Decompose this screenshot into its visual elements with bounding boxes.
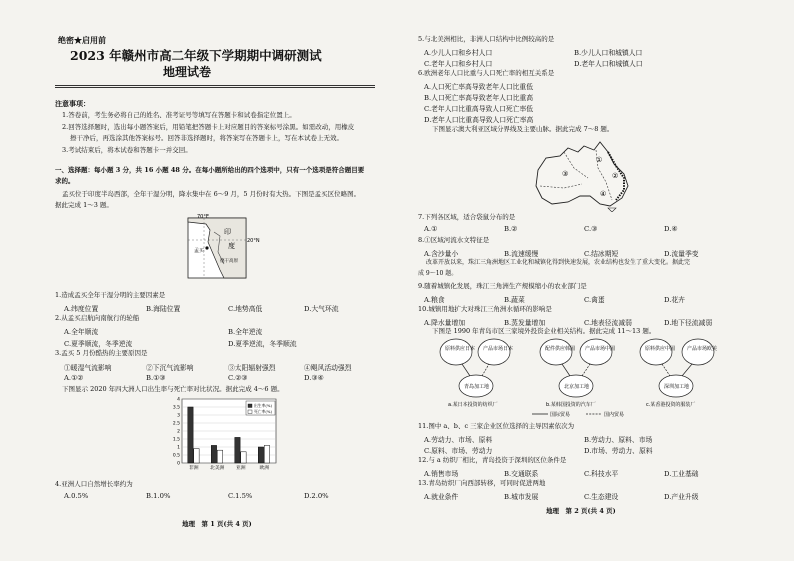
q11-option-c[interactable]: C.原料、市场、劳动力: [424, 447, 493, 455]
section1-intro: 一、选择题：每小题 3 分，共 16 小题 48 分。在每小题所给出的四个选项中，只有一个选项是符合题目要: [55, 166, 365, 174]
q13-option-b[interactable]: B.城市发展: [504, 493, 539, 501]
context-q1-3b: 据此完成 1～3 题。: [55, 201, 113, 209]
flow-a-market: 产品市场日本: [483, 346, 514, 352]
chart-ytick-label: 0: [177, 461, 180, 467]
q8-option-b[interactable]: B.流速缓慢: [504, 250, 539, 258]
chart-xtick-label: 欧洲: [259, 466, 270, 471]
q13-stem: 13.青岛纺织厂向西部转移，可同时促进两地: [418, 479, 546, 487]
title-rule: [55, 85, 375, 86]
flow-c-supply: 原料供应中国: [645, 346, 676, 352]
map1-lat: 20°N: [247, 238, 260, 244]
page-1: [0, 0, 395, 561]
q12-option-c[interactable]: C.科技水平: [584, 470, 619, 478]
q12-option-a[interactable]: A.销售市场: [424, 470, 459, 478]
chart-bar: [241, 452, 246, 463]
q9-option-c[interactable]: C.禽蛋: [584, 296, 605, 304]
section1-intro-2: 求的。: [55, 177, 75, 185]
chart-bar: [235, 437, 240, 463]
q5-option-b[interactable]: B.少儿人口和城镇人口: [574, 49, 643, 57]
title-rule-2: [55, 87, 375, 88]
map2-label-2: ②: [612, 172, 619, 180]
map1-plateau: 德干高原: [220, 259, 238, 264]
q6-option-d[interactable]: D.老年人口比重高导致人口死亡率高: [424, 116, 534, 124]
q3-option-d[interactable]: D.③④: [304, 374, 324, 382]
chart-legend-swatch: [248, 404, 252, 408]
q5-option-a[interactable]: A.少儿人口和乡村人口: [424, 49, 493, 57]
q1-stem: 1.造成孟买全年干湿分明的主要因素是: [55, 291, 166, 299]
q4-option-c[interactable]: C.1.5%: [228, 492, 253, 500]
q12-option-b[interactable]: B.交通联系: [504, 470, 539, 478]
q7-option-c[interactable]: C.③: [584, 225, 598, 233]
q7-option-a[interactable]: A.①: [424, 225, 438, 233]
flow-group-c: [640, 339, 717, 408]
q1-option-a[interactable]: A.纬度位置: [64, 305, 99, 313]
note-2b: 擦干净后，再选涂其他答案标号。回答非选择题时，将答案写在答题卡上，写在本试卷上无效。: [70, 134, 343, 142]
q3-option-c[interactable]: C.②③: [228, 374, 248, 382]
chart-ytick-label: 3.5: [172, 405, 180, 411]
map2-label-4: ④: [600, 190, 607, 198]
flow-intro: 下图是 1990 年青岛市区三家境外投资企业相关结构。据此完成 11～13 题。: [432, 327, 656, 335]
chart-ytick-label: 2: [177, 429, 180, 435]
q11-stem: 11.图中 a、b、c 三家企业区位选择的主导因素依次为: [418, 422, 575, 430]
map2-label-3: ③: [562, 170, 569, 178]
q9-stem: 9.随着城镇化发展，珠江三角洲生产规模缩小的农业部门是: [418, 282, 587, 290]
chart-bar: [194, 449, 199, 463]
chart-ytick-label: 4: [177, 397, 180, 403]
flow-b-supply: 配件供应韩国: [545, 346, 576, 352]
context-q9-10b: 成 9～10 题。: [418, 270, 458, 277]
mumbai-map: [180, 212, 260, 284]
flow-b-caption: b.某韩国投资的汽车厂: [546, 402, 596, 408]
q11-option-b[interactable]: B.劳动力、原料、市场: [584, 436, 653, 444]
q10-option-c[interactable]: C.地表径流减弱: [584, 319, 632, 327]
flow-legend-international: 国际贸易: [550, 412, 571, 418]
q10-option-a[interactable]: A.降水量增加: [424, 319, 466, 327]
q4-option-b[interactable]: B.1.0%: [146, 492, 171, 500]
secret-label: 绝密★启用前: [58, 35, 106, 45]
map1-place-1: 印: [224, 228, 231, 236]
q4-stem: 4.亚洲人口自然增长率约为: [55, 480, 133, 488]
flow-c-caption: c.某香港投资的服装厂: [646, 402, 696, 408]
q6-option-c[interactable]: C.老年人口比重高导致人口死亡率低: [424, 105, 534, 113]
flow-group-b: [540, 339, 615, 408]
q3-sub-1: ①暖湿气流影响: [64, 364, 112, 372]
q8-option-d[interactable]: D.流量季变: [664, 250, 699, 258]
q7-option-b[interactable]: B.②: [504, 225, 518, 233]
note-3: 3.考试结束后，将本试卷和答题卡一并交回。: [62, 146, 192, 154]
q7-stem: 7.下列各区域，适合袋鼠分布的是: [418, 213, 516, 221]
chart-xtick-label: 非洲: [188, 466, 199, 471]
q11-option-a[interactable]: A.劳动力、市场、原料: [424, 436, 493, 444]
flow-c-market: 产品市场欧美: [687, 346, 718, 352]
q7-option-d[interactable]: D.④: [664, 225, 678, 233]
flow-b-market: 产品市场中国: [585, 346, 616, 352]
q5-option-d[interactable]: D.老年人口和城镇人口: [574, 60, 643, 68]
q5-option-c[interactable]: C.老年人口和乡村人口: [424, 60, 493, 68]
australia-map: [524, 138, 636, 212]
q6-option-a[interactable]: A.人口死亡率高导致老年人口比重低: [424, 83, 534, 91]
q2-option-c[interactable]: C.夏季顺流，冬季逆流: [64, 340, 133, 348]
map2-intro: 下图显示澳大利亚区域分界线及主要山脉。据此完成 7～8 题。: [432, 125, 614, 133]
chart-xtick-label: 亚洲: [235, 466, 246, 471]
chart-bar: [211, 445, 216, 463]
chart-intro: 下图显示 2020 年四大洲人口出生率与死亡率对比状况。据此完成 4～6 题。: [62, 385, 284, 393]
chart-ytick-label: 3: [177, 413, 180, 419]
q13-option-d[interactable]: D.产业升级: [664, 493, 699, 501]
q11-option-d[interactable]: D.市场、劳动力、原料: [584, 447, 653, 455]
flow-legend-domestic: 国内贸易: [604, 412, 625, 418]
footer-page-2: 地理 第 2 页(共 4 页): [546, 507, 616, 515]
q3-sub-2: ②下沉气流影响: [146, 364, 194, 372]
chart-bar: [217, 450, 222, 463]
exam-title: 2023 年赣州市高二年级下学期期中调研测试: [70, 48, 322, 63]
q4-option-d[interactable]: D.2.0%: [304, 492, 329, 500]
q9-option-a[interactable]: A.粮食: [424, 296, 445, 304]
note-1: 1.答卷前，考生务必将自己的姓名、准考证号等填写在答题卡和试卷指定位置上。: [62, 111, 296, 119]
enterprise-flow-diagram: [436, 338, 736, 418]
map1-city: 孟买: [194, 248, 205, 254]
q2-option-b[interactable]: B.全年逆流: [228, 328, 263, 336]
notes-heading: 注意事项：: [55, 99, 90, 108]
q5-stem: 5.与北美洲相比，非洲人口结构中比例较高的是: [418, 35, 555, 43]
context-q1-3: 孟买位于印度半岛西部，全年干湿分明，降水集中在 6～9 月，5 月份时有大热。下图是孟买区位略图。: [62, 190, 361, 198]
q10-option-d[interactable]: D.地下径流减弱: [664, 319, 713, 327]
chart-ytick-label: 2.5: [172, 421, 180, 427]
q6-stem: 6.欧洲老年人口比重与人口死亡率的相互关系是: [418, 69, 555, 77]
flow-c-factory: 深圳加工地: [664, 384, 690, 390]
chart-xtick-label: 北美洲: [210, 466, 225, 471]
chart-bar: [188, 407, 193, 463]
map1-lon: 70°E: [197, 214, 210, 220]
q6-option-b[interactable]: B.人口死亡率高导致老年人口比重高: [424, 94, 534, 102]
q4-option-a[interactable]: A.0.5%: [64, 492, 89, 500]
q3-sub-3: ③太阳辐射强烈: [228, 364, 276, 372]
chart-bar: [264, 445, 269, 463]
q3-stem: 3.孟买 5 月份酷热的主要原因是: [55, 349, 148, 357]
birth-death-chart: [168, 397, 280, 475]
q3-option-a[interactable]: A.①②: [64, 374, 84, 382]
chart-legend-swatch: [248, 410, 252, 414]
chart-ytick-label: 1.5: [172, 437, 180, 443]
q12-stem: 12.与 a 纺织厂相比，青岛投资于深圳的区位条件是: [418, 456, 567, 464]
q8-stem: 8.①区域河流水文特征是: [418, 236, 490, 244]
q9-option-d[interactable]: D.花卉: [664, 296, 685, 304]
flow-a-supply: 原料供应日本: [445, 346, 476, 352]
map2-label-1: ①: [596, 156, 603, 164]
q2-option-d[interactable]: D.夏季逆流，冬季顺流: [228, 340, 297, 348]
chart-ytick-label: 1: [177, 445, 180, 451]
q1-option-d[interactable]: D.大气环流: [304, 305, 339, 313]
q2-stem: 2.从孟买启航向南航行的轮船: [55, 314, 140, 322]
chart-bar: [258, 447, 263, 463]
note-2: 2.回答选择题时，选出每小题答案后，用铅笔把答题卡上对应题目的答案标号涂黑。如需改动，用橡皮: [62, 123, 355, 131]
flow-group-a: [440, 339, 513, 408]
q10-stem: 10.城镇用地扩大对珠江三角洲水循环的影响是: [418, 305, 552, 313]
context-q9-10: 改革开放以来，珠江三角洲地区工业化和城镇化得到快速发展，农业结构也发生了重大变化。据此完: [426, 259, 691, 266]
page-2: [396, 0, 794, 561]
footer-page-1: 地理 第 1 页(共 4 页): [182, 520, 252, 528]
chart-ytick-label: 0.5: [172, 453, 180, 459]
q10-option-b[interactable]: B.蒸发量增加: [504, 319, 546, 327]
map1-place-2: 度: [228, 242, 235, 250]
flow-a-caption: a.某日本投资的纺织厂: [448, 402, 498, 408]
q3-sub-4: ④飓风活动强烈: [304, 364, 352, 372]
exam-subtitle: 地理试卷: [163, 65, 212, 79]
flow-a-factory: 青岛加工地: [464, 384, 490, 390]
q1-option-c[interactable]: C.地势高低: [228, 305, 263, 313]
q13-option-a[interactable]: A.就业条件: [424, 493, 459, 501]
q3-option-b[interactable]: B.①③: [146, 374, 166, 382]
q9-option-b[interactable]: B.蔬菜: [504, 296, 525, 304]
q13-option-c[interactable]: C.生态建设: [584, 493, 619, 501]
q2-option-a[interactable]: A.全年顺流: [64, 328, 99, 336]
chart-legend-label: 出生率(%): [254, 403, 272, 409]
flow-b-factory: 北京加工地: [564, 384, 590, 390]
q8-option-c[interactable]: C.结冰期短: [584, 250, 619, 258]
q12-option-d[interactable]: D.工业基础: [664, 470, 699, 478]
q8-option-a[interactable]: A.含沙量小: [424, 250, 459, 258]
chart-legend-label: 死亡率(%): [254, 409, 272, 415]
q1-option-b[interactable]: B.海陆位置: [146, 305, 181, 313]
